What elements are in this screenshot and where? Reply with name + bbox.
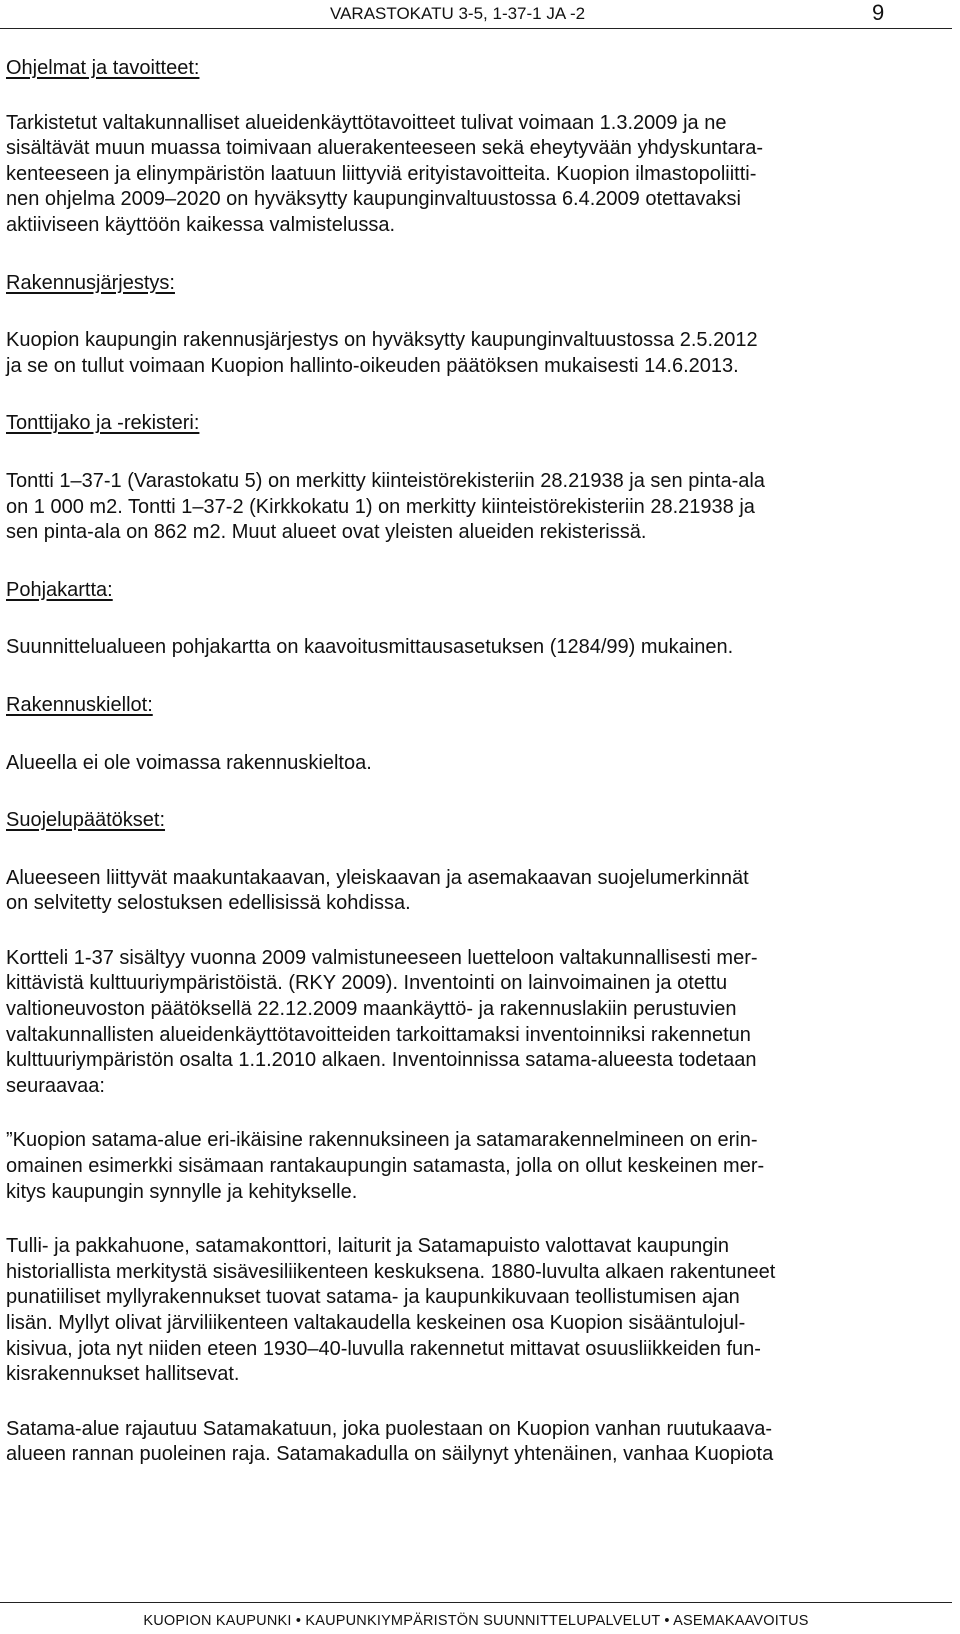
- text-line: Kuopion kaupungin rakennusjärjestys on hyväksytty kaupunginvaltuustossa 2.5.2012: [6, 329, 758, 352]
- text-line: Alueeseen liittyvät maakuntakaavan, yleiskaavan ja asemakaavan suojelumerkinnät: [6, 866, 749, 889]
- text-line: Alueella ei ole voimassa rakennuskieltoa.: [6, 751, 372, 774]
- text-line: on 1 000 m2. Tontti 1–37-2 (Kirkkokatu 1) on merkitty kiinteistörekisteriin 28.21938 ja: [6, 495, 755, 518]
- paragraph: [6, 328, 950, 379]
- quote-paragraph: [6, 1417, 950, 1468]
- text-line: ja se on tullut voimaan Kuopion hallinto-oikeuden päätöksen mukaisesti 14.6.2013.: [6, 354, 739, 377]
- section-heading-rakennusjarjestys: Rakennusjärjestys:: [6, 271, 175, 294]
- header-divider: [0, 28, 952, 29]
- text-line: omainen esimerkki sisämaan rantakaupungin satamasta, jolla on ollut keskeinen mer-: [6, 1155, 765, 1178]
- paragraph: [6, 866, 950, 917]
- page-number: 9: [872, 0, 885, 25]
- text-line: kisivua, jota nyt niiden eteen 1930–40-luvulla rakennetut mittavat osuusliikkeiden fun-: [6, 1337, 761, 1360]
- text-line: seuraavaa:: [6, 1074, 105, 1097]
- footer-divider: [0, 1602, 952, 1603]
- text-line: nen ohjelma 2009–2020 on hyväksytty kaupunginvaltuustossa 6.4.2009 otettavaksi: [6, 188, 741, 211]
- text-line: valtioneuvoston päätöksellä 22.12.2009 maankäyttö- ja rakennuslakiin perustuvien: [6, 998, 737, 1021]
- text-line: kittävistä kulttuuriympäristöistä. (RKY 2009). Inventointi on lainvoimainen ja otettu: [6, 972, 728, 995]
- paragraph: [6, 751, 950, 777]
- text-line: ”Kuopion satama-alue eri-ikäisine rakennuksineen ja satamarakennelmineen on erin-: [6, 1129, 758, 1152]
- text-line: Tulli- ja pakkahuone, satamakonttori, laiturit ja Satamapuisto valottavat kaupungin: [6, 1235, 729, 1258]
- section-heading-pohjakartta: Pohjakartta:: [6, 578, 113, 601]
- paragraph: [6, 635, 950, 661]
- paragraph: [6, 946, 950, 1100]
- section-heading-ohjelmat: Ohjelmat ja tavoitteet:: [6, 57, 200, 79]
- text-line: kulttuuriympäristön osalta 1.1.2010 alkaen. Inventoinnissa satama-alueesta todetaan: [6, 1049, 757, 1072]
- quote-paragraph: [6, 1234, 950, 1388]
- text-line: kisrakennukset hallitsevat.: [6, 1363, 240, 1386]
- text-line: Kortteli 1-37 sisältyy vuonna 2009 valmistuneeseen luetteloon valtakunnallisesti mer-: [6, 946, 758, 969]
- section-heading-tonttijako: Tonttijako ja -rekisteri:: [6, 412, 200, 435]
- text-line: punatiiliset myllyrakennukset tuovat satama- ja kaupunkikuvaan teollistumisen ajan: [6, 1286, 740, 1309]
- text-line: aktiiviseen käyttöön kaikessa valmistelussa.: [6, 213, 396, 236]
- text-line: Suunnittelualueen pohjakartta on kaavoitusmittausasetuksen (1284/99) mukainen.: [6, 636, 734, 659]
- section-heading-rakennuskiellot: Rakennuskiellot:: [6, 693, 153, 716]
- page-footer: KUOPION KAUPUNKI • KAUPUNKIYMPÄRISTÖN SUUNNITTELUPALVELUT • ASEMAKAAVOITUS: [143, 1613, 809, 1629]
- paragraph: [6, 111, 950, 239]
- page-header-title: VARASTOKATU 3-5, 1-37-1 JA -2: [330, 4, 586, 23]
- text-line: sisältävät muun muassa toimivaan aluerakenteeseen sekä eheytyvään yhdyskuntara-: [6, 137, 764, 160]
- text-line: sen pinta-ala on 862 m2. Muut alueet ovat yleisten alueiden rekisterissä.: [6, 521, 647, 544]
- text-line: historiallista merkitystä sisävesiliikenteen keskuksena. 1880-luvulta alkaen rakentuneet: [6, 1260, 776, 1283]
- text-line: alueen rannan puoleinen raja. Satamakadulla on säilynyt yhtenäinen, vanhaa Kuopiota: [6, 1443, 774, 1466]
- text-line: Satama-alue rajautuu Satamakatuun, joka puolestaan on Kuopion vanhan ruutukaava-: [6, 1417, 773, 1440]
- quote-paragraph: [6, 1128, 950, 1205]
- text-line: kitys kaupungin synnylle ja kehitykselle.: [6, 1180, 358, 1203]
- text-line: Tontti 1–37-1 (Varastokatu 5) on merkitty kiinteistörekisteriin 28.21938 ja sen pinta-ala: [6, 469, 765, 492]
- text-line: lisän. Myllyt olivat järviliikenteen valtakaudella keskeinen osa Kuopion sisääntulojul-: [6, 1312, 746, 1334]
- paragraph: [6, 469, 950, 546]
- document-body: [6, 56, 950, 1468]
- text-line: valtakunnallisten alueidenkäyttötavoitteiden tarkoittamaksi inventoinniksi rakennetun: [6, 1023, 751, 1046]
- section-heading-suojelupaatokset: Suojelupäätökset:: [6, 809, 166, 832]
- text-line: on selvitetty selostuksen edellisissä kohdissa.: [6, 892, 411, 915]
- text-line: kenteeseen ja elinympäristön laatuun liittyviä erityistavoitteita. Kuopion ilmastopoliitti-: [6, 162, 757, 185]
- text-line: Tarkistetut valtakunnalliset alueidenkäyttötavoitteet tulivat voimaan 1.3.2009 ja ne: [6, 111, 727, 134]
